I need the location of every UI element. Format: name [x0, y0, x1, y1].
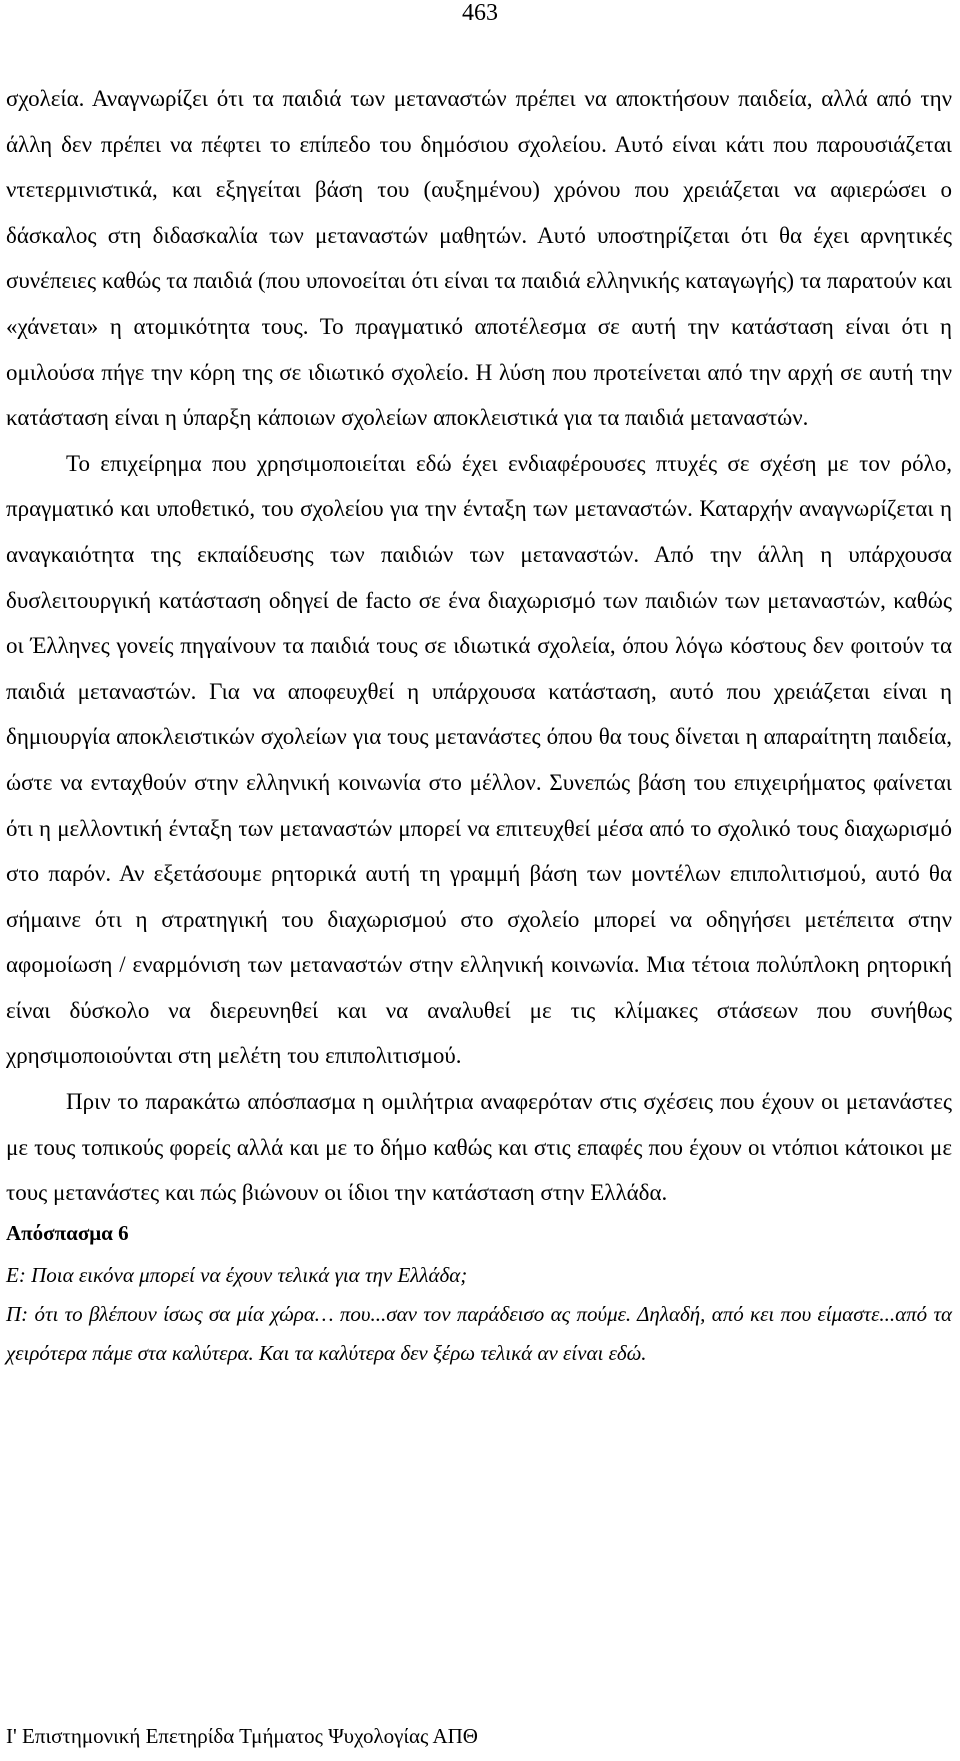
paragraph-argument-analysis: Το επιχείρημα που χρησιμοποιείται εδώ έχει ενδιαφέρουσες πτυχές σε σχέση με τον ρόλο, πραγματικό και υποθετικό, του σχολείου για την ένταξη των μεταναστών. Καταρχήν αναγνωρίζεται η αναγκαιότητα της εκπαίδευσης των παιδιών των μεταναστών. Από την άλλη η υπάρχουσα δυσλειτουργική κατάσταση οδηγεί de facto σε ένα διαχωρισμό των παιδιών των μεταναστών, καθώς οι Έλληνες γονείς πηγαίνουν τα παιδιά τους σε ιδιωτικά σχολεία, όπου λόγω κόστους δεν φοιτούν τα παιδιά μεταναστών. Για να αποφευχθεί η υπάρχουσα κατάσταση, αυτό που χρειάζεται είναι η δημιουργία αποκλειστικών σχολείων για τους μετανάστες όπου θα τους δίνεται η απαραίτητη παιδεία, ώστε να ενταχθούν στην ελληνική κοινωνία στο μέλλον. Συνεπώς βάση του επιχειρήματος φαίνεται ότι η μελλοντική ένταξη των μεταναστών μπορεί να επιτευχθεί μέσα από το σχολικό τους διαχωρισμό στο παρόν. Αν εξετάσουμε ρητορικά αυτή τη γραμμή βάση των μοντέλων επιπολιτισμού, αυτό θα σήμαινε ότι η στρατηγική του διαχωρισμού στο σχολείο μπορεί να οδηγήσει μετέπειτα στην αφομοίωση / εναρμόνιση των μεταναστών στην ελληνική κοινωνία. Μια τέτοια πολύπλοκη ρητορική είναι δύσκολο να διερευνηθεί και να αναλυθεί με τις κλίμακες στάσεων που συνήθως χρησιμοποιούνται στη μελέτη του επιπολιτισμού. — [6, 450, 952, 1069]
interview-question: Ε: Ποια εικόνα μπορεί να έχουν τελικά για την Ελλάδα; — [6, 1262, 468, 1287]
footer-journal-name: Ι' Επιστημονική Επετηρίδα Τμήματος Ψυχολογίας ΑΠΘ — [6, 1724, 478, 1748]
paragraph-continued: σχολεία. Αναγνωρίζει ότι τα παιδιά των μεταναστών πρέπει να αποκτήσουν παιδεία, αλλά από την άλλη δεν πρέπει να πέφτει το επίπεδο του δημόσιου σχολείου. Αυτό είναι κάτι που παρουσιάζεται ντετερμινιστικά, και εξηγείται βάση του (αυξημένου) χρόνου που χρειάζεται να αφιερώσει ο δάσκαλος στη διδασκαλία των μεταναστών μαθητών. Αυτό υποστηρίζεται ότι θα έχει αρνητικές συνέπειες καθώς τα παιδιά (που υπονοείται ότι είναι τα παιδιά ελληνικής καταγωγής) τα παρατούν και «χάνεται» η ατομικότητα τους. Το πραγματικό αποτέλεσμα σε αυτή την κατάσταση είναι ότι η ομιλούσα πήγε την κόρη της σε ιδιωτικό σχολείο. Η λύση που προτείνεται από την αρχή σε αυτή την κατάσταση είναι η ύπαρξη κάποιων σχολείων αποκλειστικά για τα παιδιά μεταναστών. — [6, 86, 952, 431]
body-text — [6, 76, 952, 1373]
extract-heading: Απόσπασμα 6 — [6, 1220, 129, 1245]
interview-answer: Π: ότι το βλέπουν ίσως σα μία χώρα… που...σαν τον παράδεισο ας πούμε. Δηλαδή, από κει που είμαστε...από τα χειρότερα πάμε στα καλύτερα. Και τα καλύτερα δεν ξέρω τελικά αν είναι εδώ. — [6, 1301, 952, 1365]
paragraph-extract-context: Πριν το παρακάτω απόσπασμα η ομιλήτρια αναφερόταν στις σχέσεις που έχουν οι μετανάστες με τους τοπικούς φορείς αλλά και με το δήμο καθώς και στις επαφές που έχουν οι ντόπιοι κάτοικοι με τους μετανάστες και πώς βιώνουν οι ίδιοι την κατάσταση στην Ελλάδα. — [6, 1089, 952, 1206]
page-number: 463 — [462, 0, 498, 26]
